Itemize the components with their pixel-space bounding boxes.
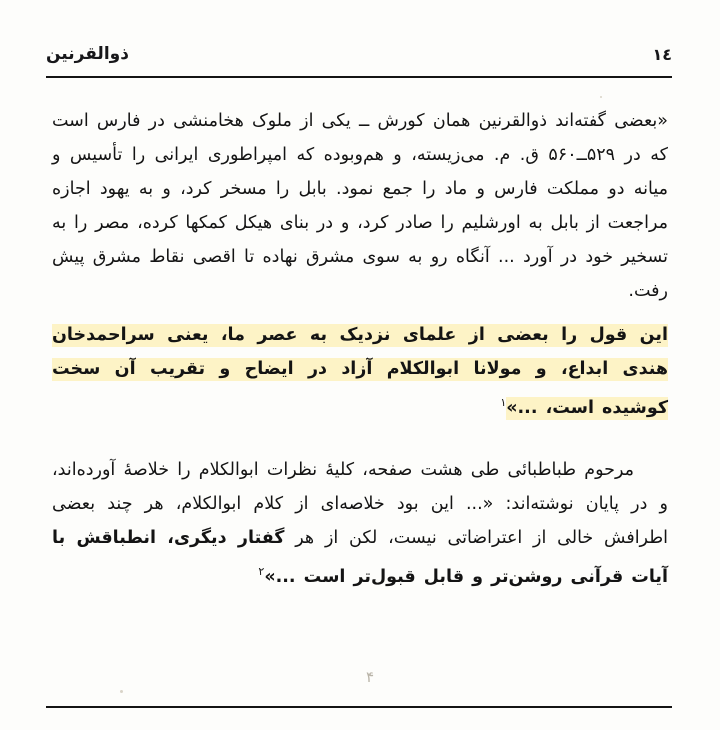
paragraph-spacer (52, 439, 668, 453)
header-book-title: ذوالقرنين (46, 44, 129, 64)
footnote-marker-2: ٢ (258, 564, 265, 578)
pencil-mark: ۴ (366, 668, 375, 686)
header-divider-rule (46, 76, 672, 78)
paragraph-tabatabai (52, 453, 668, 594)
page-header (46, 44, 672, 64)
header-page-number: ١٤ (652, 45, 672, 64)
paragraph-quote-cyrus: «بعضی گفته‌اند ذوالقرنین همان کورش ــ یکی از ملوک هخامنشی در فارس است که در ۵۲۹ــ۵۶۰ ق. م. می‌زیسته، و هم‌و‌بوده که امپراطوری ایرانی را تأسیس و میانه دو مملکت فارس و ماد را جمع نمود. بابل را مسخر کرد، و به یهود اجازه مراجعت از بابل به اورشلیم را صادر کرد، و در بنای هیکل کمکها کرده، مصر را به تسخیر خود در آورد ... آنگاه رو به سوی مشرق نهاده تا اقصی نقاط مشرق پیش رفت. (52, 111, 668, 301)
footer-divider-rule (46, 706, 672, 708)
page-speck (120, 690, 123, 693)
page-body (52, 104, 668, 600)
highlighted-text: این قول را بعضی از علمای نزدیک به عصر ما، یعنی سراحمدخان هندی ابداع، و مولانا ابوالکلام آزاد در ایضاح و تقریب آن سخت کوشیده است، ...» (52, 325, 668, 418)
paragraph-tabatabai-lead: مرحوم طباطبائی طی هشت صفحه، کلیهٔ نظرات ابوالکلام را خلاصهٔ آورده‌اند، و در پایان نوشته‌اند: «... این بود خلاصه‌ای از کلام ابوالکلام، هر چند بعضی اطرافش خالی از اعتراضاتی نیست، لکن از هر (52, 459, 668, 548)
footnote-marker-1: ١ (500, 396, 507, 409)
paragraph-highlighted (52, 318, 668, 425)
paragraph-tabatabai-bold-tail: گفتار دیگری، انطباقش با آیات قرآنی روشن‌تر و قابل قبول‌تر است ...» (52, 527, 668, 587)
page-speck (600, 96, 602, 98)
